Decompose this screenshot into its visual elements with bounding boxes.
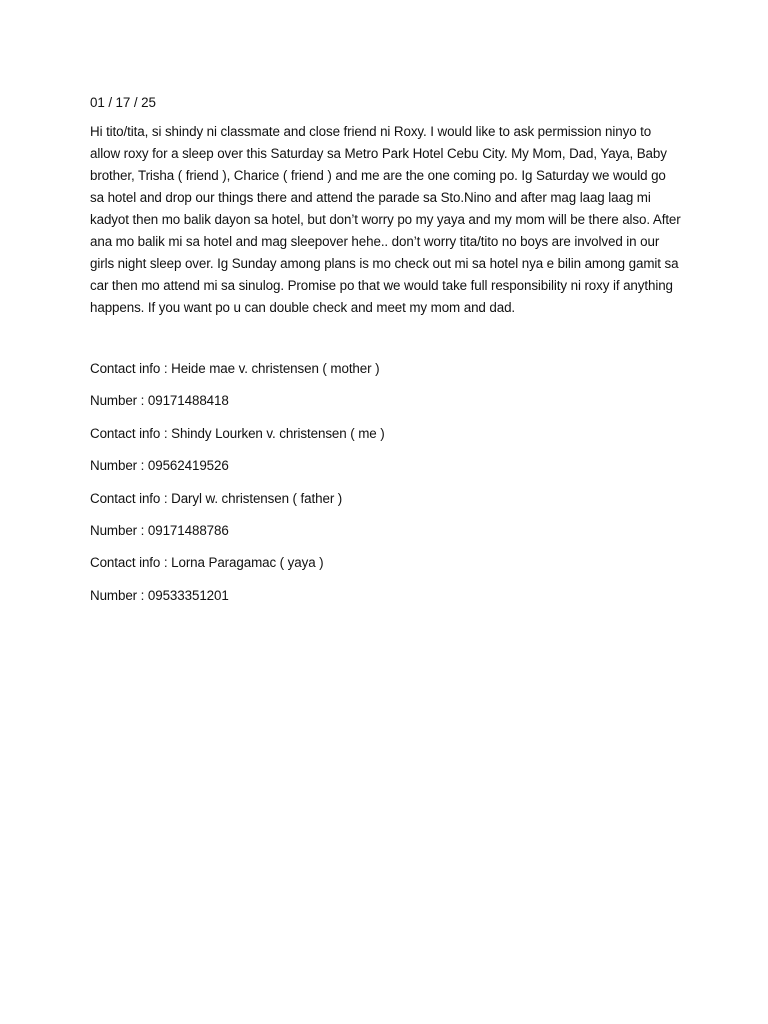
contact-info-mother: Contact info : Heide mae v. christensen ( mother ) <box>90 361 380 376</box>
document-content <box>90 93 682 618</box>
phone-number-yaya: Number : 09533351201 <box>90 587 229 603</box>
letter-body: Hi tito/tita, si shindy ni classmate and close friend ni Roxy. I would like to ask permission ninyo to allow roxy for a sleep over this Saturday sa Metro Park Hotel Cebu City. My Mom, Dad, Yaya, Baby brother, Trisha ( friend ), Charice ( friend ) and me are the one coming po. Ig Saturday we would go sa hotel and drop our things there and attend the parade sa Sto.Nino and after mag laag laag mi kadyot then mo balik dayon sa hotel, but don’t worry po my yaya and my mom will be there also. After ana mo balik mi sa hotel and mag sleepover hehe.. don’t worry tita/tito no boys are involved in our girls night sleep over. Ig Sunday among plans is mo check out mi sa hotel nya e bilin among gamit sa car then mo attend mi sa sinulog. Promise po that we would take full responsibility ni roxy if anything happens. If you want po u can double check and meet my mom and dad. <box>90 124 681 315</box>
contacts-section <box>90 359 682 606</box>
letter-date: 01 / 17 / 25 <box>90 95 156 110</box>
phone-number-father: Number : 09171488786 <box>90 523 229 539</box>
contact-info-me: Contact info : Shindy Lourken v. christensen ( me ) <box>90 425 385 441</box>
contact-info-yaya: Contact info : Lorna Paragamac ( yaya ) <box>90 555 324 571</box>
phone-number-mother: Number : 09171488418 <box>90 393 229 409</box>
phone-number-me: Number : 09562419526 <box>90 458 229 474</box>
contact-info-father: Contact info : Daryl w. christensen ( father ) <box>90 490 343 506</box>
